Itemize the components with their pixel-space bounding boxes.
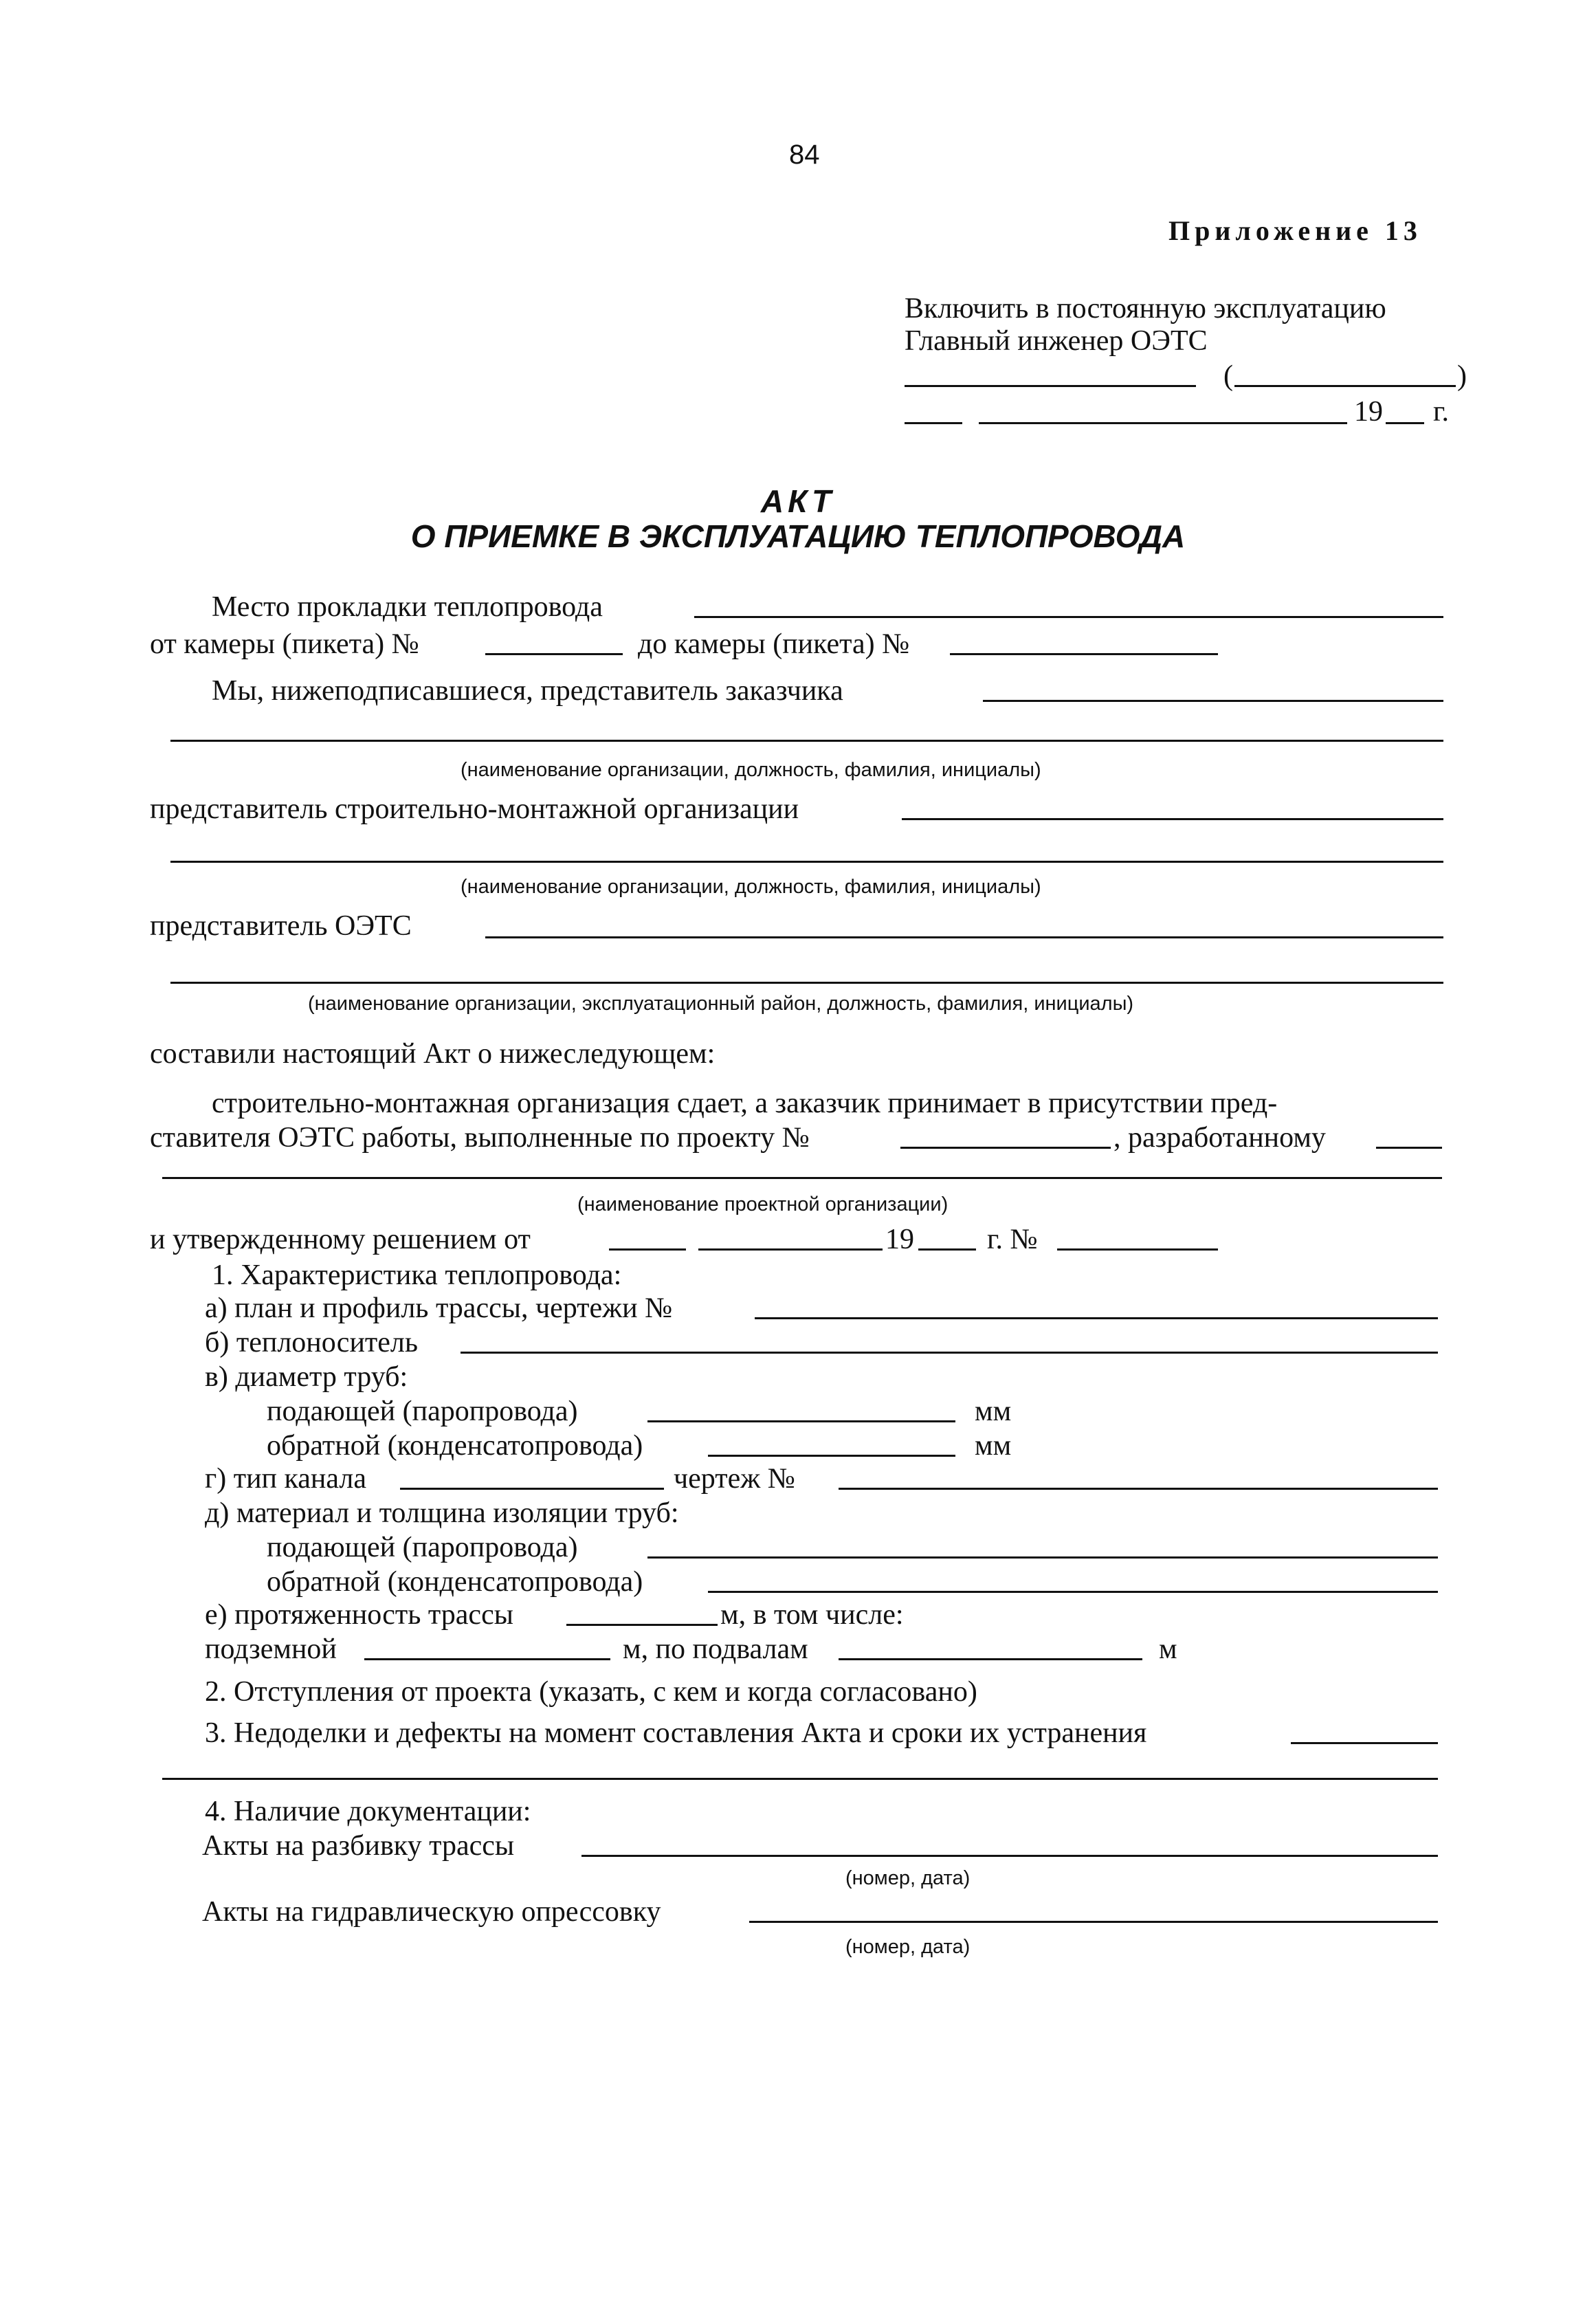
supply2-line	[647, 1556, 1438, 1559]
section4-heading: 4. Наличие документации:	[205, 1796, 531, 1827]
caption-oets: (наименование организации, эксплуатационный район, должность, фамилия, инициалы)	[308, 993, 1134, 1015]
signature-line	[905, 385, 1196, 387]
para1-line1: строительно-монтажная организация сдает, а заказчик принимает в присутствии пред-	[212, 1088, 1278, 1119]
underground-label: подземной	[205, 1633, 337, 1665]
from-chamber-label: от камеры (пикета) №	[150, 628, 419, 660]
m-end-label: м	[1159, 1633, 1177, 1665]
year-suffix: г.	[1433, 396, 1449, 428]
supply-label: подающей (паропровода)	[267, 1396, 578, 1427]
approval-line1: Включить в постоянную эксплуатацию	[905, 293, 1386, 324]
item-d-label: д) материал и толщина изоляции труб:	[205, 1497, 679, 1529]
paren-close: )	[1457, 360, 1467, 392]
caption-project: (наименование проектной организации)	[577, 1193, 949, 1215]
place-line	[694, 616, 1443, 618]
acts-hydro-line	[749, 1921, 1438, 1923]
approved-number-line	[1057, 1248, 1218, 1251]
item-b-label: б) теплоноситель	[205, 1327, 419, 1358]
defects-line	[1291, 1742, 1438, 1744]
item-a-label: а) план и профиль трассы, чертежи №	[205, 1292, 673, 1324]
oets-rep-line-2	[170, 982, 1443, 984]
supply2-label: подающей (паропровода)	[267, 1532, 578, 1563]
year-prefix: 19	[1354, 396, 1383, 428]
developer-line	[1376, 1147, 1442, 1149]
underground-line	[364, 1658, 610, 1660]
item-b-line	[461, 1352, 1438, 1354]
page-number: 84	[789, 140, 820, 170]
para1-line2a: ставителя ОЭТС работы, выполненные по проекту №	[150, 1122, 810, 1154]
return2-line	[708, 1591, 1438, 1593]
item-g-label: г) тип канала	[205, 1463, 367, 1495]
caption-org2: (наименование организации, должность, фамилия, инициалы)	[461, 876, 1041, 898]
caption-num-date-2: (номер, дата)	[845, 1936, 971, 1958]
item-e-label: е) протяженность трассы	[205, 1599, 513, 1631]
acts-hydro-label: Акты на гидравлическую опрессовку	[202, 1896, 661, 1928]
return-line	[708, 1455, 955, 1457]
item-v-label: в) диаметр труб:	[205, 1361, 408, 1393]
return2-label: обратной (конденсатопровода)	[267, 1566, 643, 1598]
mm-label-1: мм	[975, 1396, 1012, 1427]
approved-month-line	[698, 1248, 883, 1251]
construction-rep-line-2	[170, 861, 1443, 863]
to-chamber-label: до камеры (пикета) №	[638, 628, 910, 660]
appendix-label: Приложение 13	[1168, 215, 1422, 246]
para1-line2b: , разработанному	[1113, 1122, 1326, 1154]
customer-line-2	[170, 740, 1443, 742]
year-line	[1386, 422, 1424, 424]
we-signed-label: Мы, нижеподписавшиеся, представитель заказчика	[212, 675, 843, 707]
mm-label-2: мм	[975, 1430, 1012, 1462]
return-label: обратной (конденсатопровода)	[267, 1430, 643, 1462]
composed-label: составили настоящий Акт о нижеследующем:	[150, 1038, 716, 1070]
approved-year: 19	[885, 1224, 914, 1255]
title-line2: О ПРИЕМКЕ В ЭКСПЛУАТАЦИЮ ТЕПЛОПРОВОДА	[410, 518, 1186, 554]
approved-label: и утвержденному решением от	[150, 1224, 531, 1255]
basements-label: м, по подвалам	[623, 1633, 808, 1665]
developer-line-2	[162, 1177, 1442, 1179]
defects-line-2	[162, 1778, 1438, 1780]
section3-heading: 3. Недоделки и дефекты на момент составления Акта и сроки их устранения	[205, 1717, 1147, 1749]
approved-year-line	[918, 1248, 976, 1251]
item-e-tail: м, в том числе:	[720, 1599, 904, 1631]
drawing-label: чертеж №	[674, 1463, 795, 1495]
customer-line	[983, 700, 1443, 702]
construction-rep-label: представитель строительно-монтажной организации	[150, 793, 799, 825]
length-line	[566, 1624, 718, 1626]
channel-type-line	[400, 1488, 664, 1490]
to-chamber-line	[950, 653, 1218, 655]
oets-rep-label: представитель ОЭТС	[150, 910, 412, 942]
from-chamber-line	[485, 653, 623, 655]
oets-rep-line	[485, 936, 1443, 938]
name-line	[1234, 385, 1456, 387]
acts-route-label: Акты на разбивку трассы	[202, 1830, 515, 1862]
project-number-line	[900, 1147, 1111, 1149]
approval-line2: Главный инженер ОЭТС	[905, 325, 1208, 357]
approved-day-line	[609, 1248, 686, 1251]
drawing-line	[839, 1488, 1438, 1490]
basements-line	[839, 1658, 1142, 1660]
day-line	[905, 422, 962, 424]
title-line1: АКТ	[760, 483, 836, 519]
caption-org: (наименование организации, должность, фамилия, инициалы)	[461, 759, 1041, 781]
paren-open: (	[1223, 360, 1233, 392]
month-line	[979, 422, 1347, 424]
section2-heading: 2. Отступления от проекта (указать, с кем и когда согласовано)	[205, 1676, 977, 1708]
supply-line	[647, 1420, 955, 1422]
place-label: Место прокладки теплопровода	[212, 591, 603, 623]
acts-route-line	[581, 1855, 1438, 1857]
approved-number-label: г. №	[987, 1224, 1038, 1255]
caption-num-date-1: (номер, дата)	[845, 1867, 971, 1889]
construction-rep-line	[902, 818, 1443, 820]
section1-heading: 1. Характеристика теплопровода:	[212, 1259, 622, 1291]
item-a-line	[755, 1317, 1438, 1319]
